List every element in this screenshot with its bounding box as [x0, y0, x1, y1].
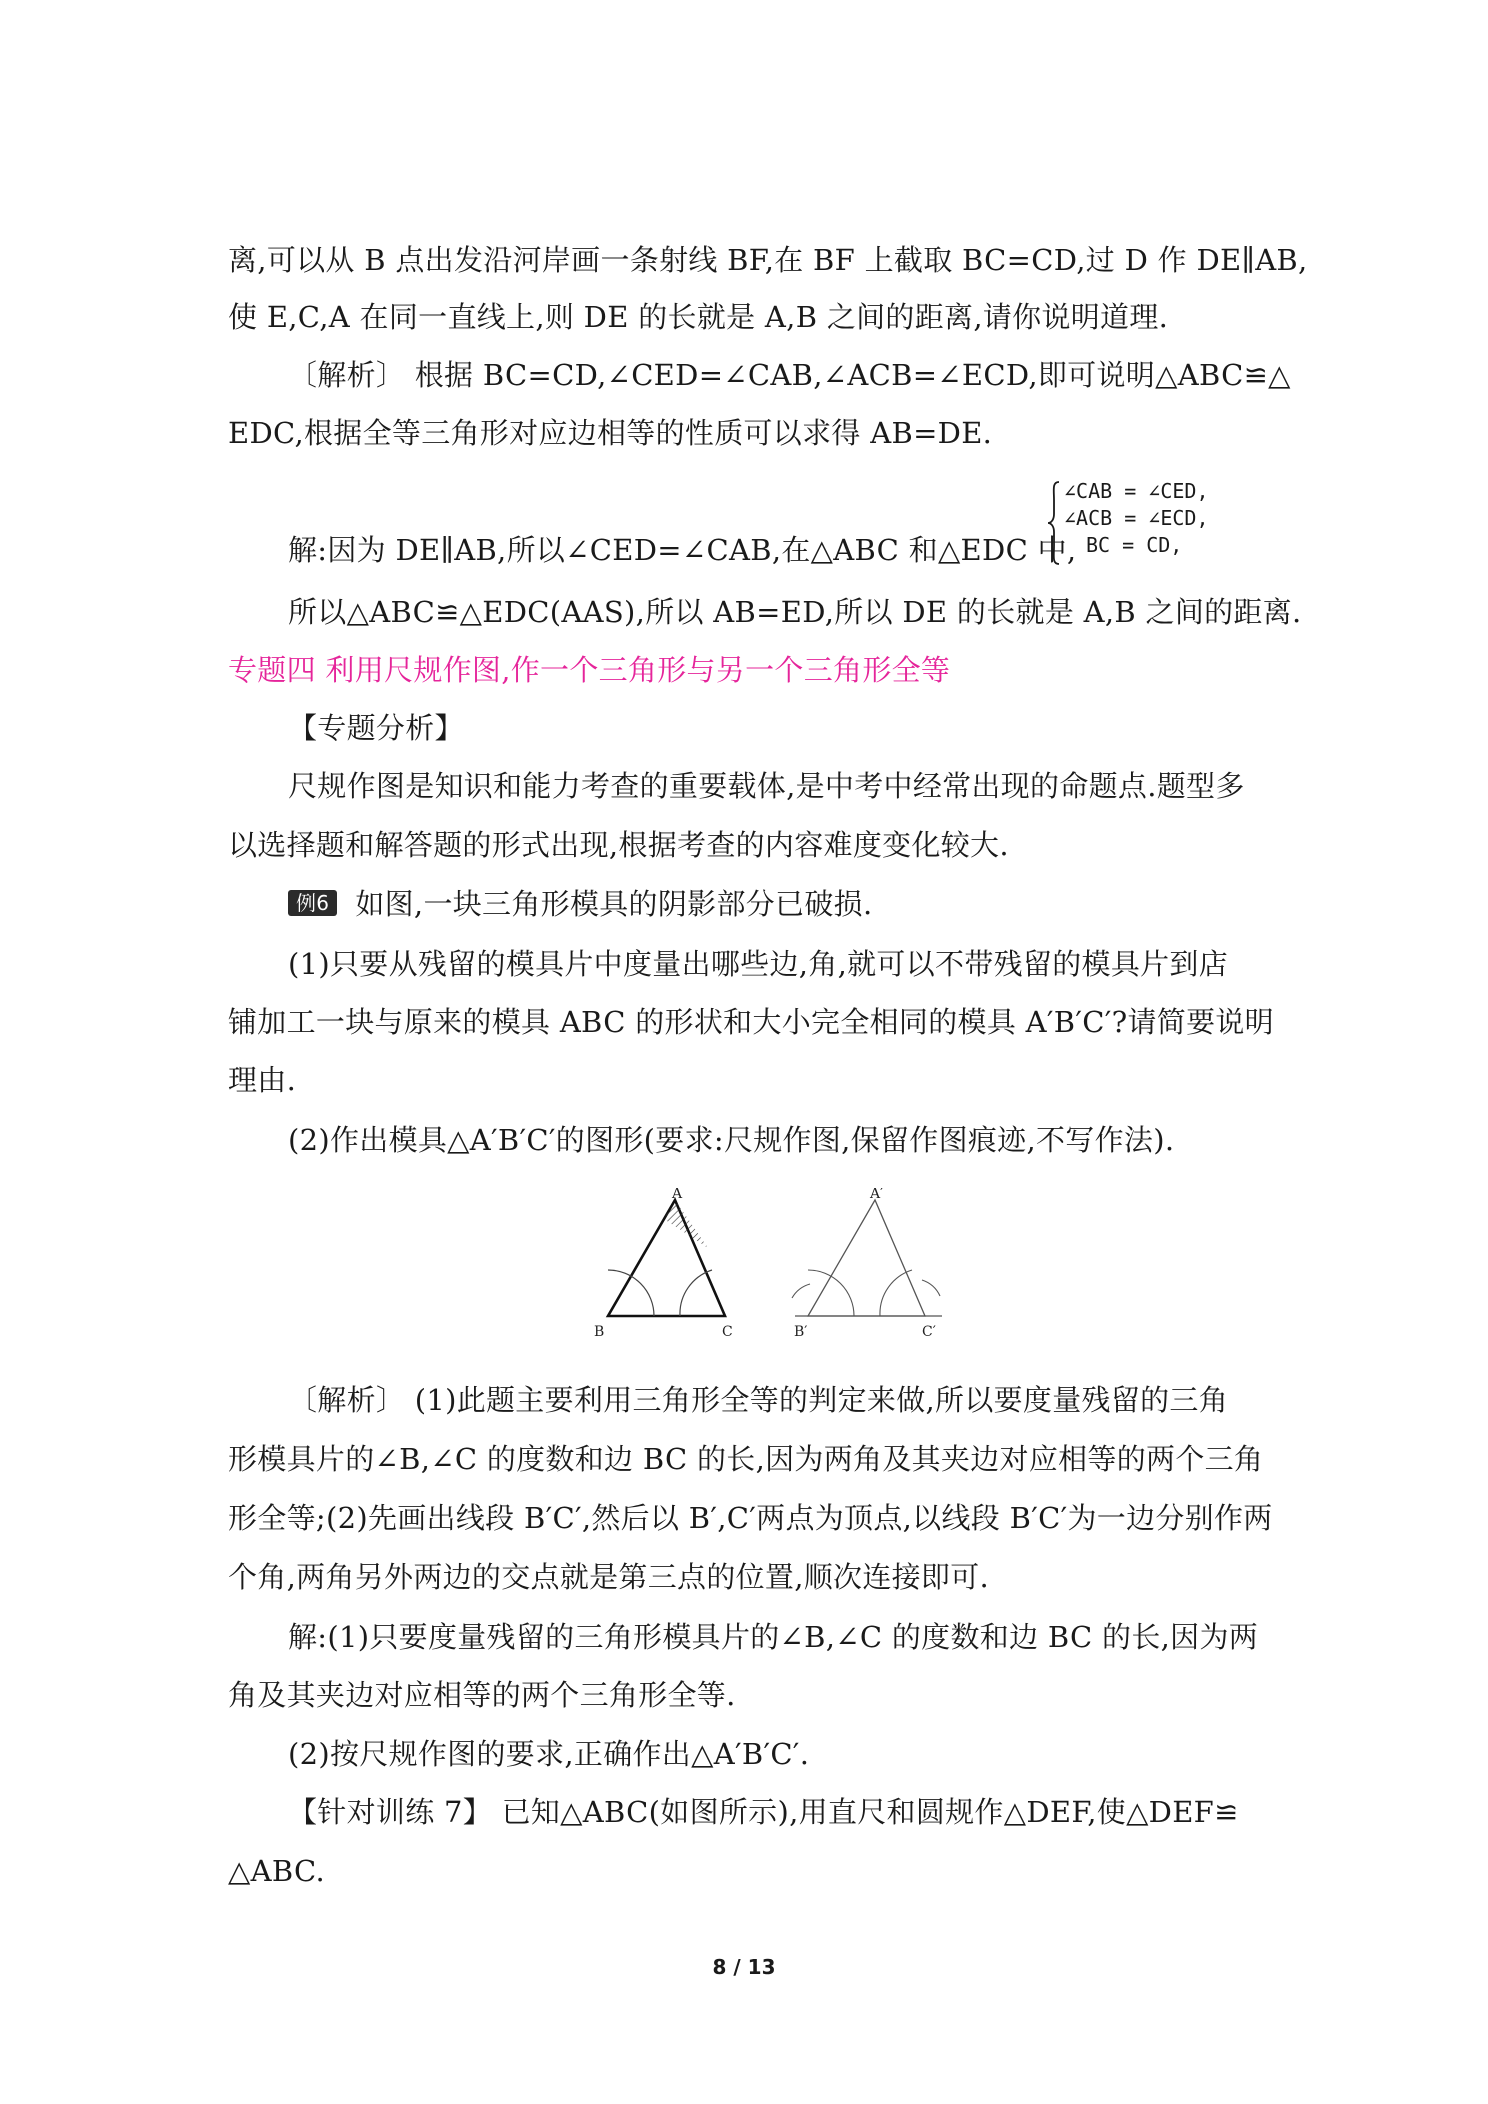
triangle-abc — [594, 1188, 733, 1340]
text-line: 角及其夹边对应相等的两个三角形全等. — [228, 1678, 736, 1712]
exercise-line: 【针对训练 7】 已知△ABC(如图所示),用直尺和圆规作△DEF,使△DEF≌ — [288, 1795, 1239, 1829]
equation-row: ∠CAB = ∠CED, — [1064, 479, 1209, 503]
text-line: (1)只要从残留的模具片中度量出哪些边,角,就可以不带残留的模具片到店 — [288, 947, 1229, 981]
example-line — [288, 884, 1268, 924]
text-line: 形模具片的∠B,∠C 的度数和边 BC 的长,因为两角及其夹边对应相等的两个三角 — [228, 1442, 1264, 1476]
text-line: 使 E,C,A 在同一直线上,则 DE 的长就是 A,B 之间的距离,请你说明道理. — [228, 300, 1169, 334]
text-line: 以选择题和解答题的形式出现,根据考查的内容难度变化较大. — [228, 828, 1009, 862]
section-heading: 专题四 利用尺规作图,作一个三角形与另一个三角形全等 — [228, 653, 951, 687]
page-number: 8 / 13 — [712, 1955, 776, 1979]
solution-line: 解:(1)只要度量残留的三角形模具片的∠B,∠C 的度数和边 BC 的长,因为两 — [288, 1620, 1259, 1654]
solution-line: (2)按尺规作图的要求,正确作出△A′B′C′. — [288, 1737, 810, 1771]
text-line: △ABC. — [228, 1854, 325, 1888]
text-line: 尺规作图是知识和能力考查的重要载体,是中考中经常出现的命题点.题型多 — [288, 769, 1245, 803]
label-c: C — [722, 1324, 733, 1340]
text-line: 个角,两角另外两边的交点就是第三点的位置,顺次连接即可. — [228, 1560, 990, 1594]
label-a: A — [672, 1188, 683, 1202]
triangle-figure — [580, 1188, 960, 1348]
example-badge: 例6 — [288, 890, 337, 916]
label-b: B — [594, 1324, 605, 1340]
equation-row: BC = CD, — [1086, 533, 1183, 557]
text-line: 理由. — [228, 1063, 297, 1097]
text-line: 铺加工一块与原来的模具 ABC 的形状和大小完全相同的模具 A′B′C′?请简要说明 — [228, 1005, 1274, 1039]
subsection-heading: 【专题分析】 — [288, 711, 464, 745]
label-a-prime: A′ — [870, 1188, 884, 1202]
label-b-prime: B′ — [794, 1324, 808, 1340]
equation-row: ∠ACB = ∠ECD, — [1064, 506, 1209, 530]
analysis-line: 〔解析〕 (1)此题主要利用三角形全等的判定来做,所以要度量残留的三角 — [288, 1383, 1229, 1417]
equation-system — [1046, 478, 1246, 568]
label-c-prime: C′ — [922, 1324, 936, 1340]
solution-line: 所以△ABC≌△EDC(AAS),所以 AB=ED,所以 DE 的长就是 A,B 之间的距离. — [288, 595, 1302, 629]
solution-line: 解:因为 DE∥AB,所以∠CED=∠CAB,在△ABC 和△EDC 中, — [288, 533, 1077, 567]
text-line: 形全等;(2)先画出线段 B′C′,然后以 B′,C′两点为顶点,以线段 B′C′为一边分别作两 — [228, 1501, 1273, 1535]
text-line: EDC,根据全等三角形对应边相等的性质可以求得 AB=DE. — [228, 416, 993, 450]
text-line: (2)作出模具△A′B′C′的图形(要求:尺规作图,保留作图痕迹,不写作法). — [288, 1123, 1175, 1157]
example-text: 如图,一块三角形模具的阴影部分已破损. — [355, 887, 873, 921]
analysis-line: 〔解析〕 根据 BC=CD,∠CED=∠CAB,∠ACB=∠ECD,即可说明△ABC≌△ — [288, 358, 1291, 392]
text-line: 离,可以从 B 点出发沿河岸画一条射线 BF,在 BF 上截取 BC=CD,过 D 作 DE∥AB, — [228, 243, 1308, 277]
brace-icon — [1046, 480, 1062, 566]
triangle-a2b2c2 — [792, 1188, 942, 1340]
